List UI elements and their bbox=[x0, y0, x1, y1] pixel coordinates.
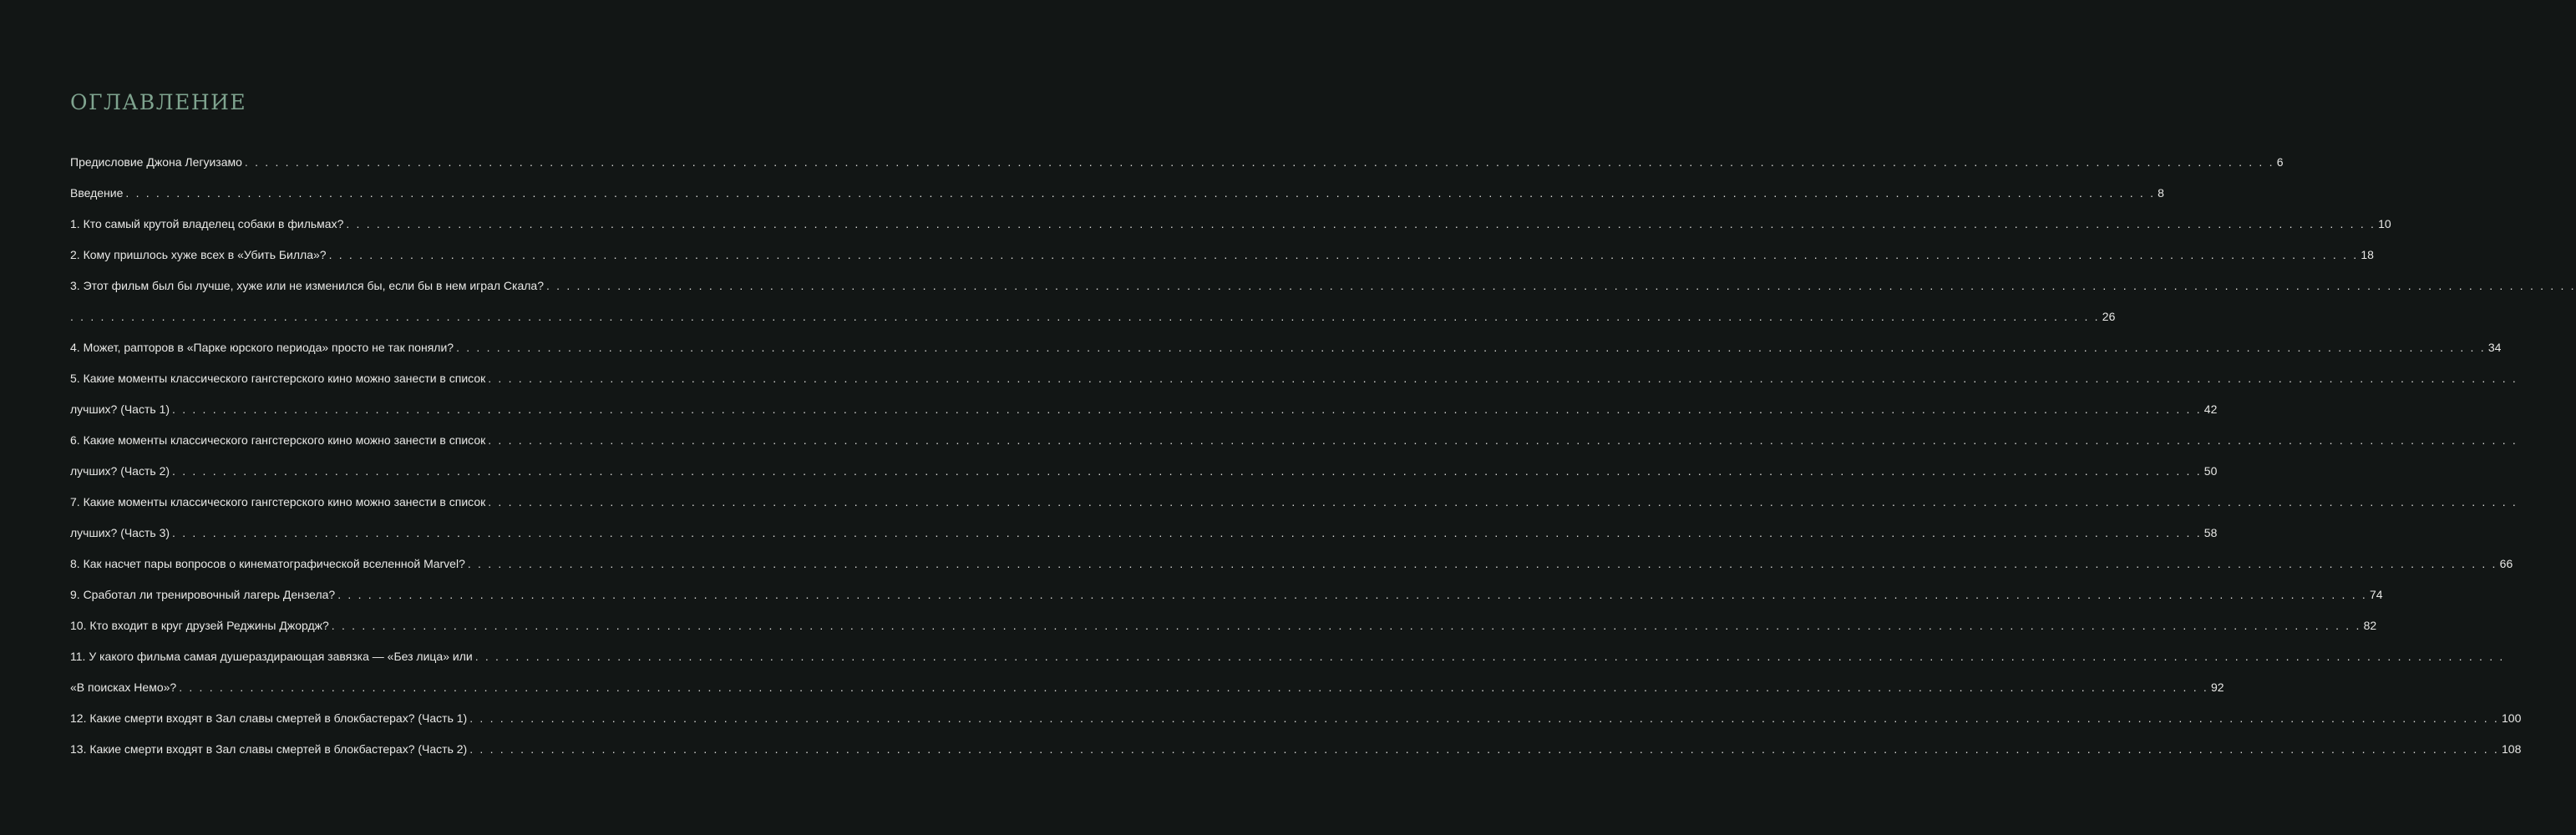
toc-entry-title: 3. Этот фильм был бы лучше, хуже или не изменился бы, если бы в нем играл Скала? bbox=[70, 279, 544, 292]
toc-leader-dots: . . . . . . . . . . . . . . . . . . . . . . . . . . . . . . . . . . . . . . . . . . . . . . . . . . . . . . . . . . . . . . . . . . . . . . . . . . . . . . . . . . . . . . . . . . . . . . . . . . . . . . . . . . . . . . . . . . . . . . . . . . . . . . . . . . . . . . . . . . . . . . . . . . . . . . . . . . . . . . . . . . . . . . . . . . . . . . . . . . . . . . . . . . . . . . . . . . . . . . . . bbox=[70, 310, 2100, 323]
toc-entry-page: 18 bbox=[2360, 248, 2374, 261]
toc-leader-dots: . . . . . . . . . . . . . . . . . . . . . . . . . . . . . . . . . . . . . . . . . . . . . . . . . . . . . . . . . . . . . . . . . . . . . . . . . . . . . . . . . . . . . . . . . . . . . . . . . . . . . . . . . . . . . . . . . . . . . . . . . . . . . . . . . . . . . . . . . . . . . . . . . . . . . . . . . . . . . . . . . . . . . . . . . . . . . . . . . . . . . . . . . . . . . . . . . . . . . . . . bbox=[474, 650, 2505, 663]
toc-entry bbox=[70, 332, 2502, 363]
toc-leader-dots: . . . . . . . . . . . . . . . . . . . . . . . . . . . . . . . . . . . . . . . . . . . . . . . . . . . . . . . . . . . . . . . . . . . . . . . . . . . . . . . . . . . . . . . . . . . . . . . . . . . . . . . . . . . . . . . . . . . . . . . . . . . . . . . . . . . . . . . . . . . . . . . . . . . . . . . . . . . . . . . . . . . . . . . . . . . . . . . . . . . . . . . . . . . . . . . . . . . . . . . . bbox=[172, 402, 2202, 416]
toc-leader-dots: . . . . . . . . . . . . . . . . . . . . . . . . . . . . . . . . . . . . . . . . . . . . . . . . . . . . . . . . . . . . . . . . . . . . . . . . . . . . . . . . . . . . . . . . . . . . . . . . . . . . . . . . . . . . . . . . . . . . . . . . . . . . . . . . . . . . . . . . . . . . . . . . . . . . . . . . . . . . . . . . . . . . . . . . . . . . . . . . . . . . . . . . . . . . . . . . . . . . . . . . bbox=[346, 217, 2376, 230]
toc-entry-title: 11. У какого фильма самая душераздирающая завязка — «Без лица» или bbox=[70, 650, 473, 663]
toc-entry bbox=[70, 178, 2164, 209]
toc-entry bbox=[70, 549, 2513, 579]
toc-entry-title: Введение bbox=[70, 186, 124, 200]
toc-entry-title: 9. Сработал ли тренировочный лагерь Дензела? bbox=[70, 588, 336, 601]
toc-entry bbox=[70, 518, 2218, 549]
toc-entry bbox=[70, 240, 2374, 271]
toc-leader-dots: . . . . . . . . . . . . . . . . . . . . . . . . . . . . . . . . . . . . . . . . . . . . . . . . . . . . . . . . . . . . . . . . . . . . . . . . . . . . . . . . . . . . . . . . . . . . . . . . . . . . . . . . . . . . . . . . . . . . . . . . . . . . . . . . . . . . . . . . . . . . . . . . . . . . . . . . . . . . . . . . . . . . . . . . . . . . . . . . . . . . . . . . . . . . . . . . . . . . . . . . bbox=[337, 588, 2368, 601]
toc-leader-dots: . . . . . . . . . . . . . . . . . . . . . . . . . . . . . . . . . . . . . . . . . . . . . . . . . . . . . . . . . . . . . . . . . . . . . . . . . . . . . . . . . . . . . . . . . . . . . . . . . . . . . . . . . . . . . . . . . . . . . . . . . . . . . . . . . . . . . . . . . . . . . . . . . . . . . . . . . . . . . . . . . . . . . . . . . . . . . . . . . . . . . . . . . . . . . . . . . . . . . . . . bbox=[244, 155, 2274, 169]
toc-entry-title: 2. Кому пришлось хуже всех в «Убить Билла»? bbox=[70, 248, 327, 261]
toc-entry bbox=[70, 209, 2391, 240]
toc-entry-title: лучших? (Часть 3) bbox=[70, 526, 170, 539]
toc-leader-dots: . . . . . . . . . . . . . . . . . . . . . . . . . . . . . . . . . . . . . . . . . . . . . . . . . . . . . . . . . . . . . . . . . . . . . . . . . . . . . . . . . . . . . . . . . . . . . . . . . . . . . . . . . . . . . . . . . . . . . . . . . . . . . . . . . . . . . . . . . . . . . . . . . . . . . . . . . . . . . . . . . . . . . . . . . . . . . . . . . . . . . . . . . . . . . . . . . . . . . . . . bbox=[488, 433, 2518, 447]
toc-entry-page: 42 bbox=[2203, 402, 2218, 416]
toc-leader-dots: . . . . . . . . . . . . . . . . . . . . . . . . . . . . . . . . . . . . . . . . . . . . . . . . . . . . . . . . . . . . . . . . . . . . . . . . . . . . . . . . . . . . . . . . . . . . . . . . . . . . . . . . . . . . . . . . . . . . . . . . . . . . . . . . . . . . . . . . . . . . . . . . . . . . . . . . . . . . . . . . . . . . . . . . . . . . . . . . . . . . . . . . . . . . . . . . . . . . . . . . bbox=[328, 248, 2359, 261]
toc-leader-dots: . . . . . . . . . . . . . . . . . . . . . . . . . . . . . . . . . . . . . . . . . . . . . . . . . . . . . . . . . . . . . . . . . . . . . . . . . . . . . . . . . . . . . . . . . . . . . . . . . . . . . . . . . . . . . . . . . . . . . . . . . . . . . . . . . . . . . . . . . . . . . . . . . . . . . . . . . . . . . . . . . . . . . . . . . . . . . . . . . . . . . . . . . . . . . . . . . . . . . . . . bbox=[125, 186, 2156, 200]
toc-entry-title: 10. Кто входит в круг друзей Реджины Джордж? bbox=[70, 619, 329, 632]
toc-entry-page: 50 bbox=[2203, 464, 2218, 478]
toc-entry bbox=[70, 703, 2522, 734]
toc-list bbox=[70, 147, 2576, 765]
toc-entry bbox=[70, 487, 2518, 518]
toc-entry-title: 6. Какие моменты классического гангстерского кино можно занести в список bbox=[70, 433, 486, 447]
toc-entry-title: 7. Какие моменты классического гангстерского кино можно занести в список bbox=[70, 495, 486, 509]
toc-entry-title: Предисловие Джона Легуизамо bbox=[70, 155, 242, 169]
toc-entry-page: 82 bbox=[2363, 619, 2377, 632]
toc-entry-page: 100 bbox=[2502, 711, 2522, 725]
toc-entry-title: 12. Какие смерти входят в Зал славы смертей в блокбастерах? (Часть 1) bbox=[70, 711, 468, 725]
toc-entry bbox=[70, 579, 2383, 610]
toc-entry-title: «В поисках Немо»? bbox=[70, 681, 177, 694]
toc-entry bbox=[70, 425, 2518, 456]
toc-entry-page: 34 bbox=[2487, 341, 2502, 354]
toc-entry-page: 108 bbox=[2502, 742, 2522, 756]
toc-entry-page: 74 bbox=[2370, 588, 2383, 601]
toc-entry-title: лучших? (Часть 2) bbox=[70, 464, 170, 478]
toc-leader-dots: . . . . . . . . . . . . . . . . . . . . . . . . . . . . . . . . . . . . . . . . . . . . . . . . . . . . . . . . . . . . . . . . . . . . . . . . . . . . . . . . . . . . . . . . . . . . . . . . . . . . . . . . . . . . . . . . . . . . . . . . . . . . . . . . . . . . . . . . . . . . . . . . . . . . . . . . . . . . . . . . . . . . . . . . . . . . . . . . . . . . . . . . . . . . . . . . . . . . . . . . bbox=[469, 711, 2499, 725]
toc-leader-dots: . . . . . . . . . . . . . . . . . . . . . . . . . . . . . . . . . . . . . . . . . . . . . . . . . . . . . . . . . . . . . . . . . . . . . . . . . . . . . . . . . . . . . . . . . . . . . . . . . . . . . . . . . . . . . . . . . . . . . . . . . . . . . . . . . . . . . . . . . . . . . . . . . . . . . . . . . . . . . . . . . . . . . . . . . . . . . . . . . . . . . . . . . . . . . . . . . . . . . . . . bbox=[469, 742, 2499, 756]
toc-entry-page: 66 bbox=[2499, 557, 2513, 570]
toc-entry bbox=[70, 610, 2377, 641]
toc-entry-page: 10 bbox=[2378, 217, 2391, 230]
toc-entry bbox=[70, 456, 2218, 487]
toc-entry-title: 13. Какие смерти входят в Зал славы смертей в блокбастерах? (Часть 2) bbox=[70, 742, 468, 756]
toc-leader-dots: . . . . . . . . . . . . . . . . . . . . . . . . . . . . . . . . . . . . . . . . . . . . . . . . . . . . . . . . . . . . . . . . . . . . . . . . . . . . . . . . . . . . . . . . . . . . . . . . . . . . . . . . . . . . . . . . . . . . . . . . . . . . . . . . . . . . . . . . . . . . . . . . . . . . . . . . . . . . . . . . . . . . . . . . . . . . . . . . . . . . . . . . . . . . . . . . . . . . . . . . bbox=[467, 557, 2497, 570]
toc-entry-page: 8 bbox=[2158, 186, 2164, 200]
toc-entry-title: лучших? (Часть 1) bbox=[70, 402, 170, 416]
toc-entry bbox=[70, 301, 2116, 332]
toc-leader-dots: . . . . . . . . . . . . . . . . . . . . . . . . . . . . . . . . . . . . . . . . . . . . . . . . . . . . . . . . . . . . . . . . . . . . . . . . . . . . . . . . . . . . . . . . . . . . . . . . . . . . . . . . . . . . . . . . . . . . . . . . . . . . . . . . . . . . . . . . . . . . . . . . . . . . . . . . . . . . . . . . . . . . . . . . . . . . . . . . . . . . . . . . . . . . . . . . . . . . . . . . bbox=[172, 464, 2202, 478]
toc-entry-page: 26 bbox=[2102, 310, 2116, 323]
toc-entry-title: 5. Какие моменты классического гангстерского кино можно занести в список bbox=[70, 372, 486, 385]
toc-leader-dots: . . . . . . . . . . . . . . . . . . . . . . . . . . . . . . . . . . . . . . . . . . . . . . . . . . . . . . . . . . . . . . . . . . . . . . . . . . . . . . . . . . . . . . . . . . . . . . . . . . . . . . . . . . . . . . . . . . . . . . . . . . . . . . . . . . . . . . . . . . . . . . . . . . . . . . . . . . . . . . . . . . . . . . . . . . . . . . . . . . . . . . . . . . . . . . . . . . . . . . . . bbox=[331, 619, 2361, 632]
toc-entry bbox=[70, 394, 2218, 425]
toc-entry-title: 4. Может, рапторов в «Парке юрского периода» просто не так поняли? bbox=[70, 341, 454, 354]
toc-entry bbox=[70, 672, 2224, 703]
toc-leader-dots: . . . . . . . . . . . . . . . . . . . . . . . . . . . . . . . . . . . . . . . . . . . . . . . . . . . . . . . . . . . . . . . . . . . . . . . . . . . . . . . . . . . . . . . . . . . . . . . . . . . . . . . . . . . . . . . . . . . . . . . . . . . . . . . . . . . . . . . . . . . . . . . . . . . . . . . . . . . . . . . . . . . . . . . . . . . . . . . . . . . . . . . . . . . . . . . . . . . . . . . . bbox=[179, 681, 2208, 694]
toc-entry bbox=[70, 641, 2505, 672]
toc-entry bbox=[70, 147, 2284, 178]
toc-entry bbox=[70, 734, 2522, 765]
toc-entry-title: 1. Кто самый крутой владелец собаки в фильмах? bbox=[70, 217, 344, 230]
toc-leader-dots: . . . . . . . . . . . . . . . . . . . . . . . . . . . . . . . . . . . . . . . . . . . . . . . . . . . . . . . . . . . . . . . . . . . . . . . . . . . . . . . . . . . . . . . . . . . . . . . . . . . . . . . . . . . . . . . . . . . . . . . . . . . . . . . . . . . . . . . . . . . . . . . . . . . . . . . . . . . . . . . . . . . . . . . . . . . . . . . . . . . . . . . . . . . . . . . . . . . . . . . . bbox=[488, 372, 2518, 385]
toc-leader-dots: . . . . . . . . . . . . . . . . . . . . . . . . . . . . . . . . . . . . . . . . . . . . . . . . . . . . . . . . . . . . . . . . . . . . . . . . . . . . . . . . . . . . . . . . . . . . . . . . . . . . . . . . . . . . . . . . . . . . . . . . . . . . . . . . . . . . . . . . . . . . . . . . . . . . . . . . . . . . . . . . . . . . . . . . . . . . . . . . . . . . . . . . . . . . . . . . . . . . . . . . bbox=[545, 279, 2576, 292]
page-title: ОГЛАВЛЕНИЕ bbox=[70, 90, 247, 114]
toc-leader-dots: . . . . . . . . . . . . . . . . . . . . . . . . . . . . . . . . . . . . . . . . . . . . . . . . . . . . . . . . . . . . . . . . . . . . . . . . . . . . . . . . . . . . . . . . . . . . . . . . . . . . . . . . . . . . . . . . . . . . . . . . . . . . . . . . . . . . . . . . . . . . . . . . . . . . . . . . . . . . . . . . . . . . . . . . . . . . . . . . . . . . . . . . . . . . . . . . . . . . . . . . bbox=[456, 341, 2486, 354]
toc-entry-title: 8. Как насчет пары вопросов о кинематографической вселенной Marvel? bbox=[70, 557, 465, 570]
toc-entry bbox=[70, 363, 2518, 394]
toc-entry-page: 6 bbox=[2276, 155, 2284, 169]
toc-entry bbox=[70, 271, 2576, 301]
toc-entry-page: 92 bbox=[2210, 681, 2224, 694]
toc-entry-page: 58 bbox=[2203, 526, 2218, 539]
toc-leader-dots: . . . . . . . . . . . . . . . . . . . . . . . . . . . . . . . . . . . . . . . . . . . . . . . . . . . . . . . . . . . . . . . . . . . . . . . . . . . . . . . . . . . . . . . . . . . . . . . . . . . . . . . . . . . . . . . . . . . . . . . . . . . . . . . . . . . . . . . . . . . . . . . . . . . . . . . . . . . . . . . . . . . . . . . . . . . . . . . . . . . . . . . . . . . . . . . . . . . . . . . . bbox=[172, 526, 2202, 539]
toc-leader-dots: . . . . . . . . . . . . . . . . . . . . . . . . . . . . . . . . . . . . . . . . . . . . . . . . . . . . . . . . . . . . . . . . . . . . . . . . . . . . . . . . . . . . . . . . . . . . . . . . . . . . . . . . . . . . . . . . . . . . . . . . . . . . . . . . . . . . . . . . . . . . . . . . . . . . . . . . . . . . . . . . . . . . . . . . . . . . . . . . . . . . . . . . . . . . . . . . . . . . . . . . bbox=[488, 495, 2518, 509]
